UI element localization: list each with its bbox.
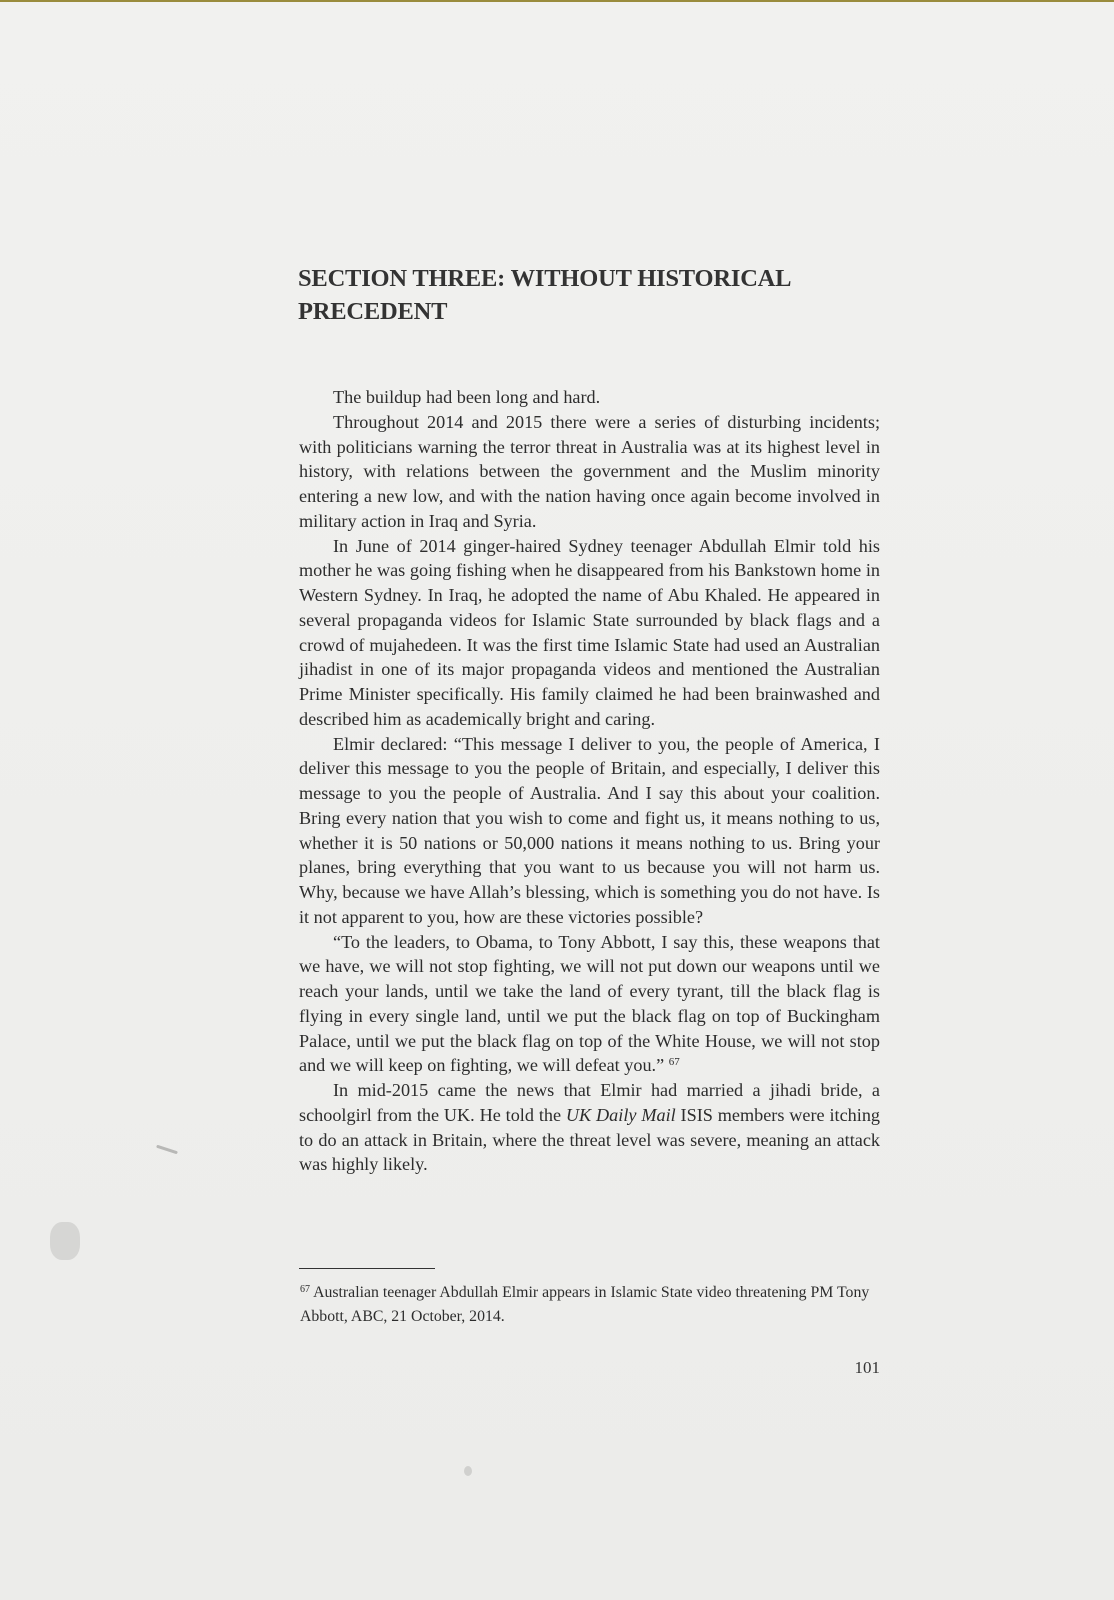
paper-speck bbox=[464, 1466, 472, 1476]
paragraph-1: The buildup had been long and hard. bbox=[333, 387, 601, 407]
paper-speck bbox=[156, 1145, 178, 1155]
page-top-edge bbox=[0, 0, 1114, 2]
paragraph-5-text: “To the leaders, to Obama, to Tony Abbott, I say this, these weapons that we have, we will not stop fighting, we will not put down our weapons until we reach your lands, until we take the land of every tyrant, till the black flag is flying in every single land, until we put the black flag on top of Buckingham Palace, until we put the black flag on top of the White House, we will not stop and we will keep on fighting, we will defeat you.” bbox=[299, 931, 880, 1076]
paragraph-4: Elmir declared: “This message I deliver to you, the people of America, I deliver this message to you the people of Britain, and especially, I deliver this message to you the people of Australia. And I say this about your coalition. Bring every nation that you wish to come and fight us, it means nothing to us, whether it is 50 nations or 50,000 nations it means nothing to us. Bring your planes, bring everything that you want to us because you will not harm us. Why, because we have Allah’s blessing, which is something you do not have. Is it not apparent to you, how are these victories possible? bbox=[299, 733, 880, 927]
paragraph-5 bbox=[299, 930, 880, 1079]
paragraph-2: Throughout 2014 and 2015 there were a series of disturbing incidents; with politicians warning the terror threat in Australia was at its highest level in history, with relations between the government and the Muslim minority entering a new low, and with the nation having once again become involved in military action in Iraq and Syria. bbox=[299, 411, 880, 531]
page-number: 101 bbox=[854, 1358, 880, 1377]
paper-speck bbox=[50, 1222, 80, 1260]
footnote-reference: 67 bbox=[668, 1056, 680, 1069]
paragraph-6-text-end: ISIS members were itching to do an attack in Britain, where the threat level was severe, meaning an attack was highly likely. bbox=[299, 1104, 881, 1175]
section-heading bbox=[298, 262, 898, 328]
section-heading-line-1: SECTION THREE: WITHOUT HISTORICAL bbox=[298, 265, 792, 292]
footnote-divider bbox=[299, 1268, 435, 1269]
footnote-number: 67 bbox=[300, 1284, 310, 1295]
paragraph-6-text-start: In mid-2015 came the news that Elmir had married a jihadi bride, a schoolgirl from the UK. He told the bbox=[299, 1080, 880, 1125]
body-text bbox=[299, 385, 880, 1177]
footnote bbox=[300, 1281, 880, 1328]
footnote-text: Australian teenager Abdullah Elmir appears in Islamic State video threatening PM Tony Abbott, ABC, 21 October, 2014. bbox=[300, 1284, 870, 1325]
publication-title: UK Daily Mail bbox=[565, 1104, 676, 1125]
paragraph-3: In June of 2014 ginger-haired Sydney teenager Abdullah Elmir told his mother he was going fishing when he disappeared from his Bankstown home in Western Sydney. In Iraq, he adopted the name of Abu Khaled. He appeared in several propaganda videos for Islamic State surrounded by black flags and a crowd of mujahedeen. It was the first time Islamic State had used an Australian jihadist in one of its major propaganda videos and mentioned the Australian Prime Minister specifically. His family claimed he had been brainwashed and described him as academically bright and caring. bbox=[299, 535, 880, 729]
section-heading-line-2: PRECEDENT bbox=[298, 298, 448, 325]
paragraph-6 bbox=[299, 1078, 880, 1177]
